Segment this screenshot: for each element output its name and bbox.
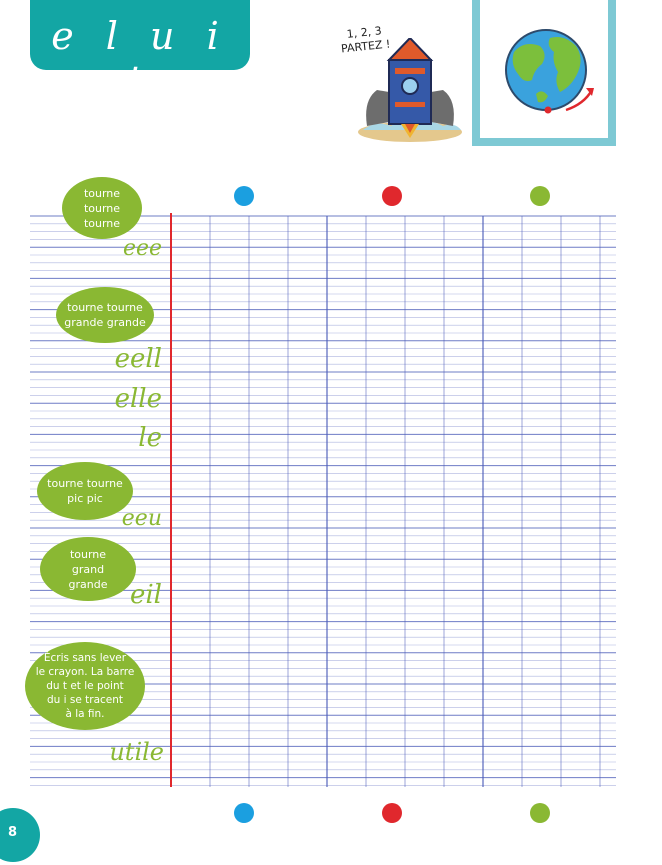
bubble-4-line-3: grande bbox=[68, 577, 108, 591]
model-word-le: le bbox=[138, 423, 162, 453]
model-word-eil: eil bbox=[129, 580, 162, 610]
bubble-4-line-1: tourne bbox=[69, 547, 107, 561]
go-caption-line2: PARTEZ ! bbox=[340, 37, 391, 56]
red-dot-bottom bbox=[382, 803, 402, 823]
bubble-1 bbox=[62, 177, 142, 239]
title-letters: e l u i t bbox=[51, 14, 229, 102]
green-dot-bottom bbox=[530, 803, 550, 823]
model-word-eeu: eeu bbox=[121, 506, 162, 531]
model-word-utile: utile bbox=[109, 738, 164, 766]
bubble-5-line-3: du t et le point bbox=[46, 680, 124, 692]
bubble-5 bbox=[25, 642, 145, 730]
bubble-5-line-5: à la fin. bbox=[65, 708, 105, 720]
model-word-eell: eell bbox=[114, 344, 162, 374]
blue-dot-bottom bbox=[234, 803, 254, 823]
go-caption-line1: 1, 2, 3 bbox=[346, 24, 383, 41]
blue-dot-top bbox=[234, 186, 254, 206]
model-word-eee: eee bbox=[122, 236, 162, 261]
model-word-elle: elle bbox=[114, 384, 162, 414]
bubble-3-line-2: pic pic bbox=[67, 492, 103, 505]
bubble-2-line-1: tourne tourne bbox=[67, 301, 143, 314]
bubble-5-line-1: Écris sans lever bbox=[43, 652, 127, 664]
bubble-5-line-4: du i se tracent bbox=[46, 694, 124, 706]
green-dot-top bbox=[530, 186, 550, 206]
bubble-5-line-2: le crayon. La barre bbox=[35, 666, 135, 678]
bubble-1-line-2: tourne bbox=[83, 201, 121, 215]
bubble-1-line-1: tourne bbox=[83, 186, 121, 200]
bubble-2-line-2: grande grande bbox=[64, 316, 146, 329]
bubble-3-line-1: tourne tourne bbox=[47, 477, 123, 490]
bubble-4-line-2: grand bbox=[71, 562, 105, 576]
bubble-2 bbox=[56, 287, 154, 343]
red-dot-top bbox=[382, 186, 402, 206]
page-number: 8 bbox=[8, 825, 18, 840]
bubble-1-line-3: tourne bbox=[83, 216, 121, 230]
